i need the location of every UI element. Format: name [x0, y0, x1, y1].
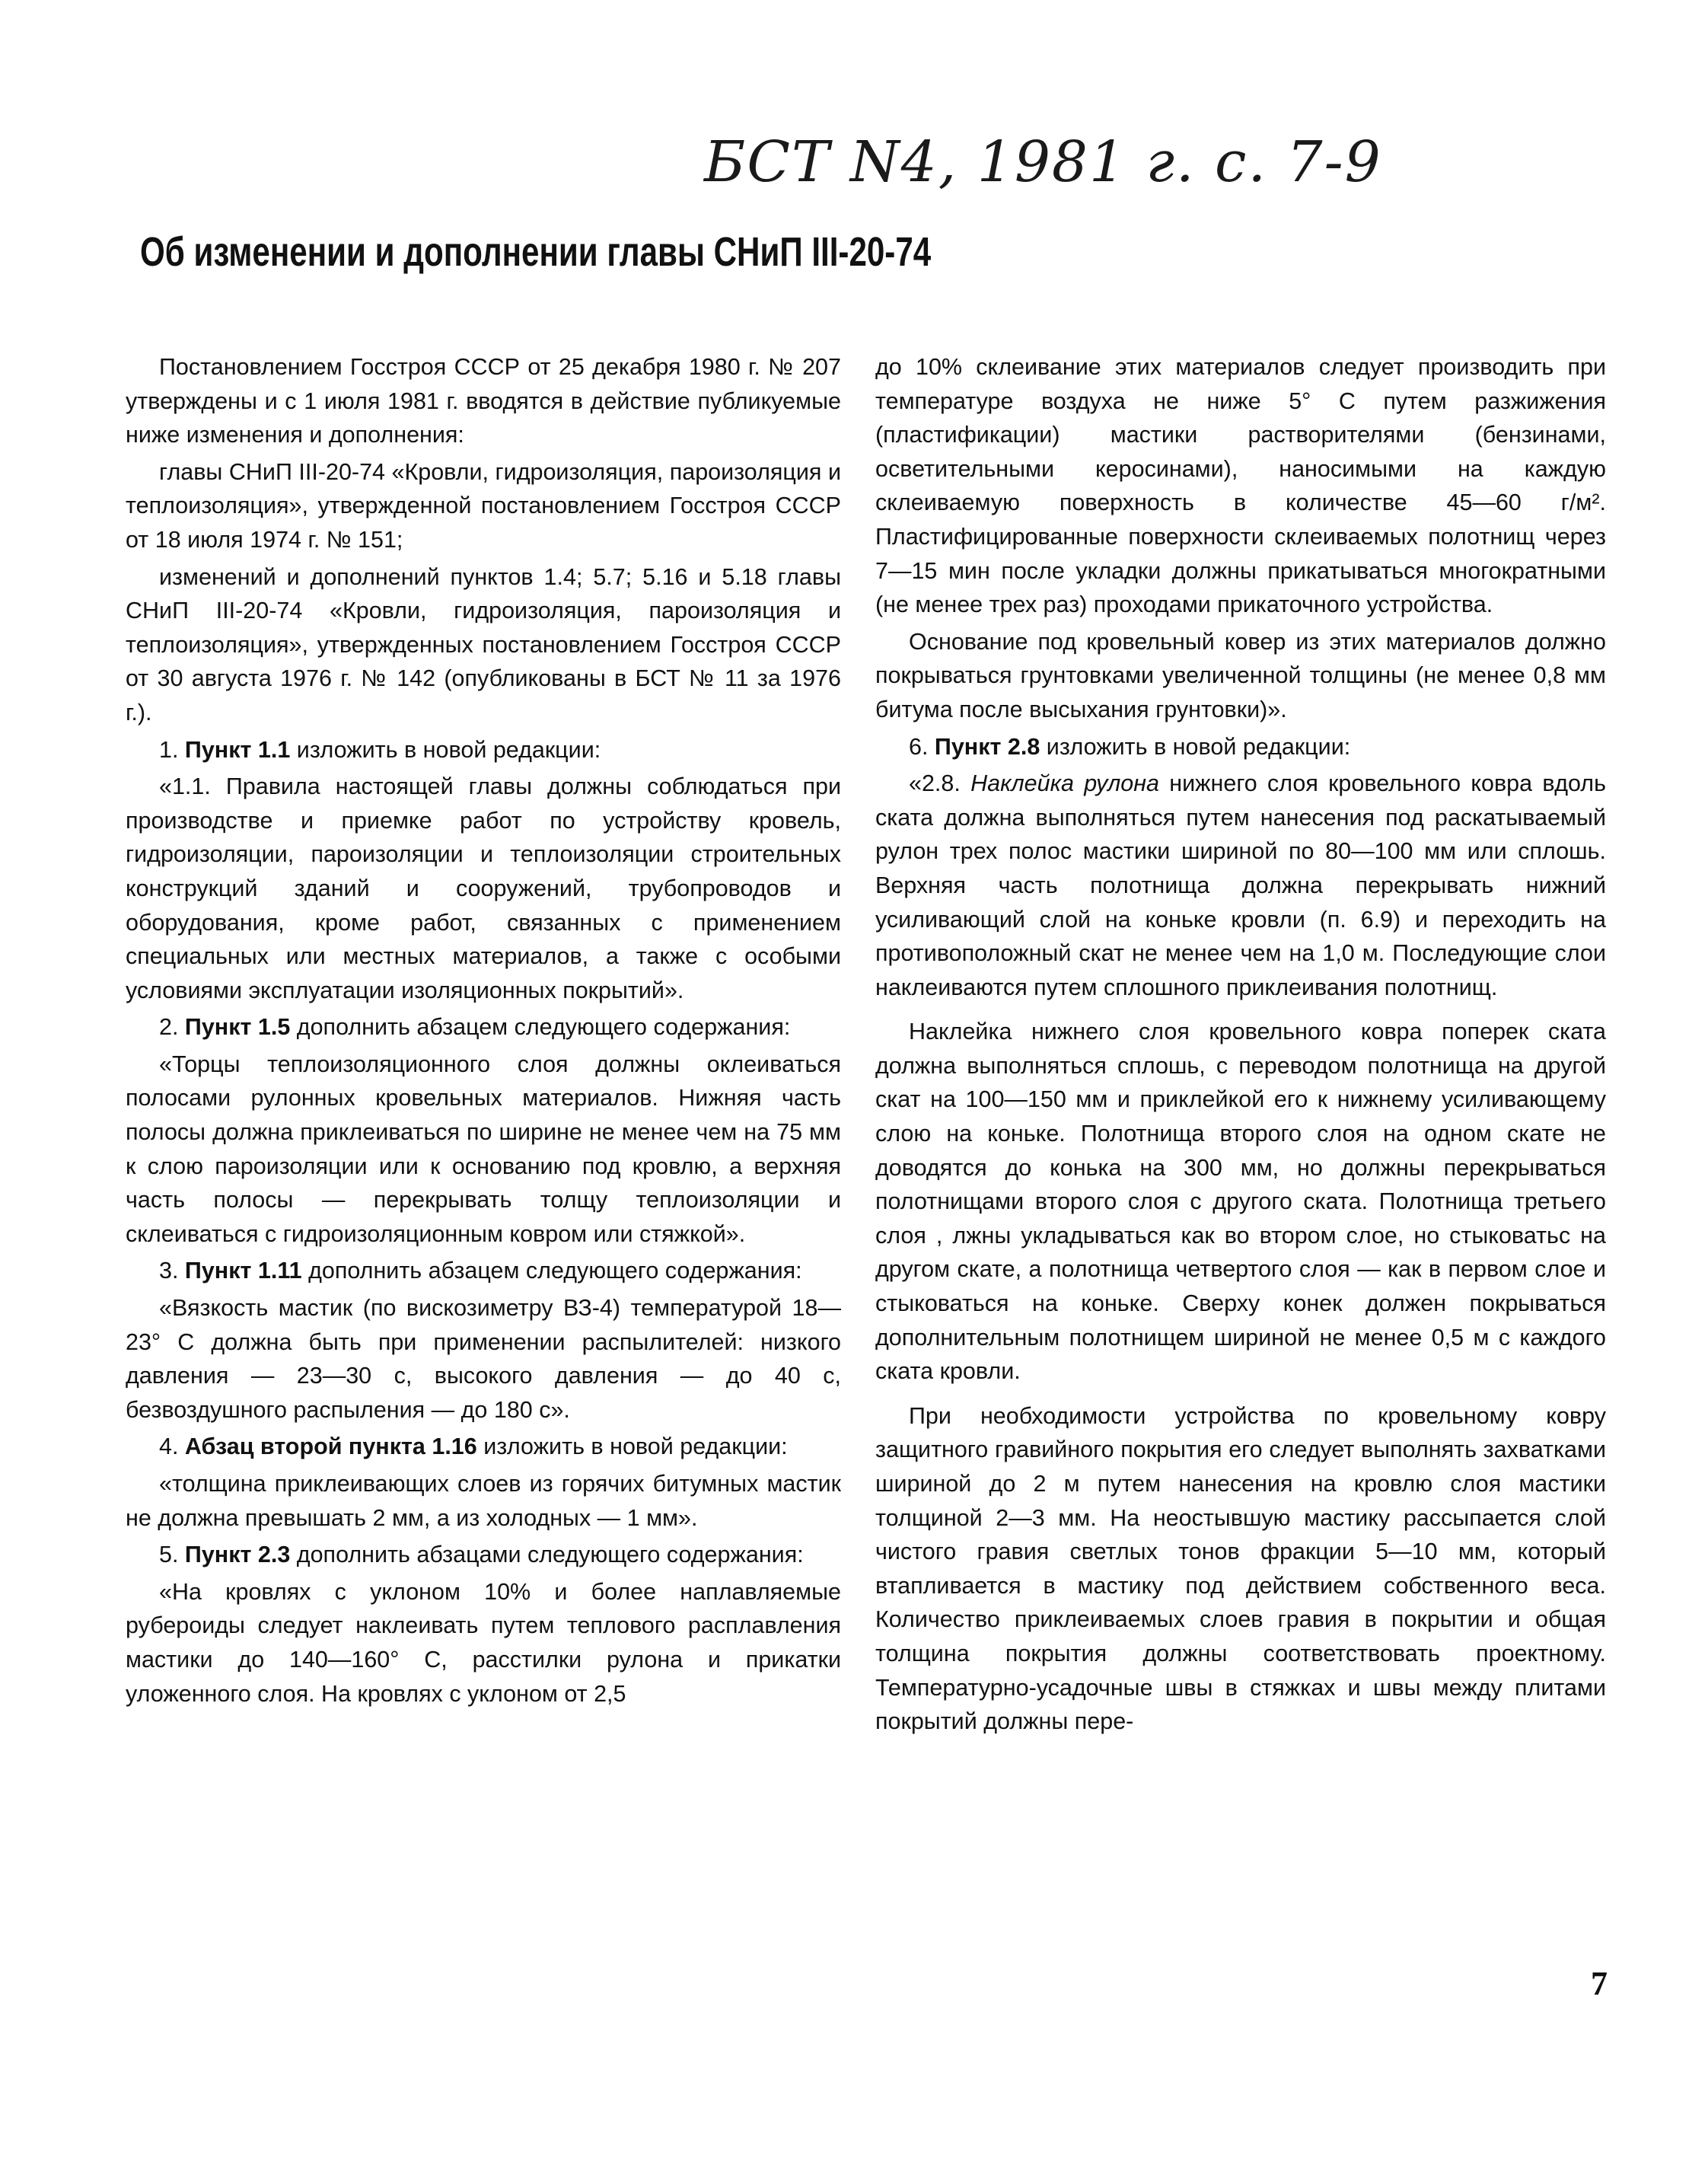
item-4-heading [126, 1430, 841, 1464]
item-5-heading [126, 1538, 841, 1572]
item-6-quote-text: нижнего слоя кровельного ковра вдоль ската должна выполняться путем нанесения под раскатываемый рулон трех полос мастики шириной по 80—100 мм или сплошь. Верхняя часть полотнища должна перекрывать нижний усиливающий слой на коньке кровли (п. 6.9) и переходить на противоположный скат не менее чем на 1,0 м. Последующие слои наклеиваются путем сплошного приклеивания полотнищ. [875, 770, 1606, 1000]
item-6-heading [875, 730, 1606, 764]
item-1-quote: «1.1. Правила настоящей главы должны соблюдаться при производстве и приемке работ по устройству кровель, гидроизоляции, пароизоляции и теплоизоляции строительных конструкций зданий и сооружений, трубопроводов и оборудования, кроме работ, связанных с применением специальных или местных материалов, а также с особыми условиями эксплуатации изоляционных покрытий». [126, 773, 841, 1003]
item-4-bold: Абзац второй пункта 1.16 [184, 1433, 477, 1460]
item-5-number: 5. [159, 1542, 179, 1568]
item-1-number: 1. [159, 736, 179, 763]
item-1-text: изложить в новой редакции: [296, 736, 601, 763]
paragraph-gravel-cover: При необходимости устройства по кровельному ковру защитного гравийного покрытия его следует выполнять захватками шириной до 2 м путем нанесения на кровлю слоя мастики толщиной 2—3 мм. На неостывшую мастику рассыпается слой чистого гравия светлых тонов фракции 5—10 мм, который втапливается в мастику под действием собственного веса. Количество приклеиваемых слоев гравия в покрытии и общая толщина покрытия должны соответствовать проектному. Температурно-усадочные швы в стяжках и швы между плитами покрытий должны пере- [875, 1402, 1606, 1735]
handwritten-reference-note: БСТ N4, 1981 г. с. 7-9 [704, 129, 1382, 195]
item-6-quote-italic: Наклейка рулона [970, 770, 1159, 797]
item-5-quote: «На кровлях с уклоном 10% и более наплавляемые рубероиды следует наклеивать путем теплового расплавления мастики до 140—160° С, расстилки рулона и прикатки уложенного слоя. На кровлях с уклоном от 2,5 [126, 1578, 841, 1707]
paragraph-base-primer: Основание под кровельный ковер из этих материалов должно покрываться грунтовками увеличенной толщины (не менее 0,8 мм битума после высыхания грунтовки)». [875, 628, 1606, 722]
paragraph-chapter: главы СНиП III-20-74 «Кровли, гидроизоляция, пароизоляция и теплоизоляция», утвержденной постановлением Госстроя СССР от 18 июля 1974 г. № 151; [126, 458, 841, 553]
intro-paragraph: Постановлением Госстроя СССР от 25 декабря 1980 г. № 207 утверждены и с 1 июля 1981 г. вводятся в действие публикуемые ниже изменения и дополнения: [126, 354, 841, 448]
item-6-quote-number: «2.8. [909, 770, 961, 797]
right-column [875, 350, 1606, 1742]
item-3-heading [126, 1254, 841, 1288]
item-6-bold: Пункт 2.8 [934, 733, 1040, 760]
item-3-bold: Пункт 1.11 [184, 1258, 302, 1284]
item-2-text: дополнить абзацем следующего содержания: [296, 1014, 791, 1041]
item-5-text: дополнить абзацами следующего содержания: [296, 1542, 804, 1568]
item-4-text: изложить в новой редакции: [483, 1433, 788, 1460]
item-5-bold: Пункт 2.3 [184, 1542, 291, 1568]
item-6-number: 6. [909, 733, 929, 760]
paragraph-transverse-gluing: Наклейка нижнего слоя кровельного ковра поперек ската должна выполняться сплошь, с переводом полотнища на другой скат на 100—150 мм и приклейкой его к нижнему усиливающему слою на коньке. Полотнища второго слоя на одном скате не доводятся до конька на 300 мм, но должны перекрываться полотнищами второго слоя с другого ската. Полотнища третьего слоя , лжны укладываться как во втором слое, но стыковатьс на другом скате, а полотнища четвертого слоя — как в первом слое и стыковаться на коньке. Сверху конек должен покрываться дополнительным полотнищем шириной не менее 0,5 м с каждого ската кровли. [875, 1019, 1606, 1385]
left-column [126, 350, 841, 1714]
item-4-quote: «толщина приклеивающих слоев из горячих битумных мастик не должна превышать 2 мм, а из холодных — 1 мм». [126, 1471, 841, 1531]
item-6-quote [875, 767, 1606, 1004]
item-2-quote: «Торцы теплоизоляционного слоя должны оклеиваться полосами рулонных кровельных материалов. Нижняя часть полосы должна приклеиваться по ширине не менее чем на 75 мм к слою пароизоляции или к основанию под кровлю, а верхняя часть полосы — перекрывать толщу теплоизоляции и склеиваться с гидроизоляционным ковром или стяжкой». [126, 1051, 841, 1247]
continuation-paragraph: до 10% склеивание этих материалов следует производить при температуре воздуха не ниже 5° С путем разжижения (пластификации) мастики растворителями (бензинами, осветительными керосинами), наносимыми на каждую склеиваемую поверхность в количестве 45—60 г/м². Пластифицированные поверхности склеиваемых полотнищ через 7—15 мин после укладки должны прикатываться многократными (не менее трех раз) проходами прикаточного устройства. [875, 354, 1606, 618]
page-title: Об изменении и дополнении главы СНиП III-20-74 [140, 229, 932, 275]
item-1-heading [126, 733, 841, 767]
item-1-bold: Пункт 1.1 [184, 736, 291, 763]
item-3-text: дополнить абзацем следующего содержания: [308, 1258, 802, 1284]
item-2-heading [126, 1010, 841, 1044]
item-2-number: 2. [159, 1014, 179, 1041]
paragraph-amendments: изменений и дополнений пунктов 1.4; 5.7; 5.16 и 5.18 главы СНиП III-20-74 «Кровли, гидроизоляция, пароизоляция и теплоизоляция», утвержденных постановлением Госстроя СССР от 30 августа 1976 г. № 142 (опубликованы в БСТ № 11 за 1976 г.). [126, 563, 841, 726]
item-3-quote: «Вязкость мастик (по вискозиметру ВЗ-4) температурой 18—23° С должна быть при применении распылителей: низкого давления — 23—30 с, высокого давления — до 40 с, безвоздушного распыления — до 180 с». [126, 1295, 841, 1423]
item-6-text: изложить в новой редакции: [1046, 733, 1351, 760]
item-2-bold: Пункт 1.5 [184, 1014, 291, 1041]
item-4-number: 4. [159, 1433, 179, 1460]
item-3-number: 3. [159, 1258, 179, 1284]
page-number: 7 [1591, 1965, 1608, 2002]
